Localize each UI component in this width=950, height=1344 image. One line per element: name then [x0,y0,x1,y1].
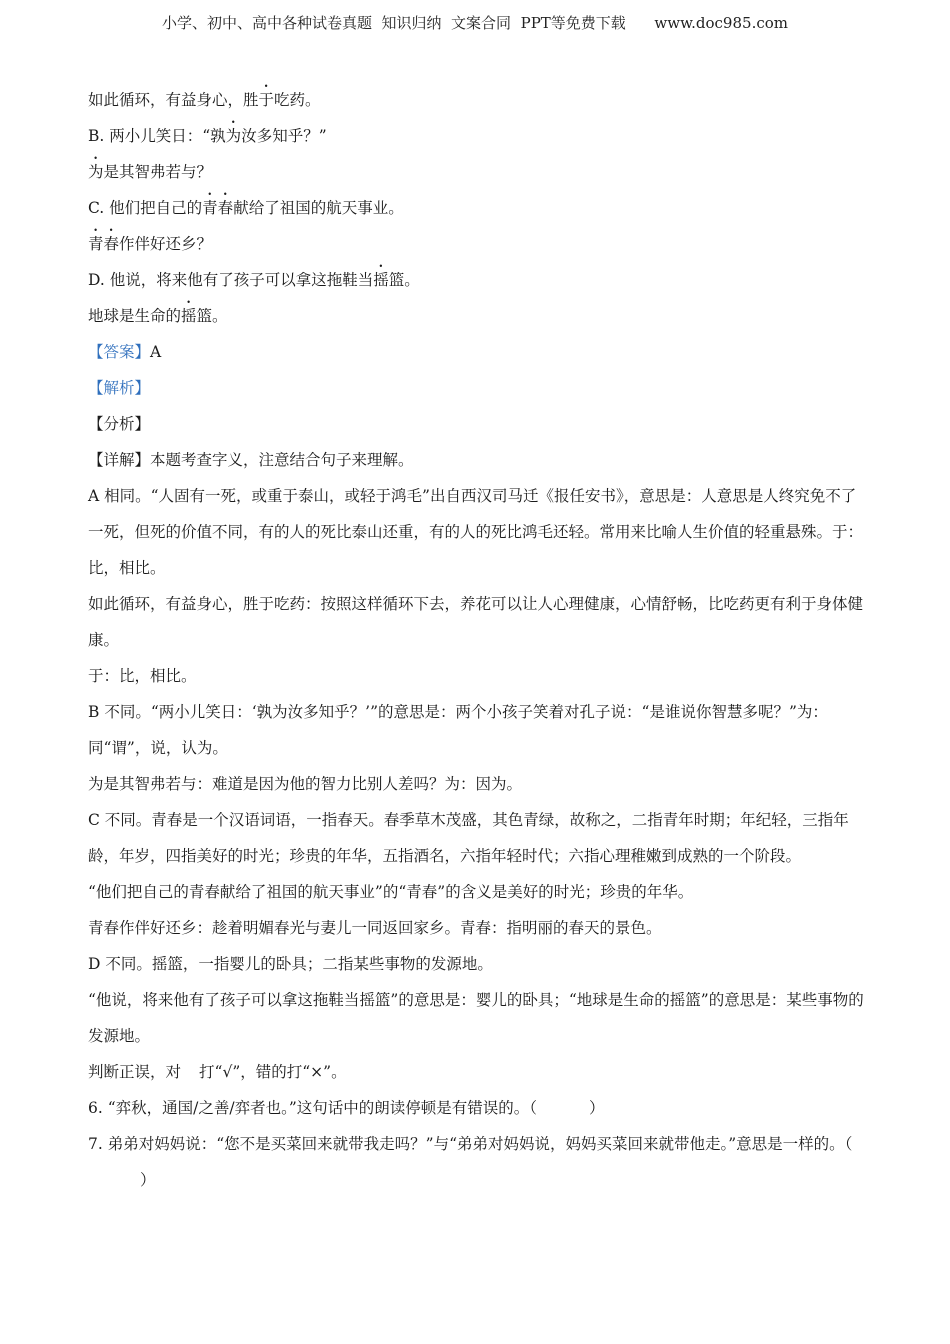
text-segment: B. 两小儿笑日：“孰 [88,127,226,145]
detail-paragraph-a-example: 如此循环，有益身心，胜于吃药：按照这样循环下去，养花可以让人心理健康，心情舒畅，比吃药更有利于身体健康。 [88,595,864,649]
analysis-heading [88,370,868,406]
document-body [88,82,868,1198]
emphasized-char: 摇 [181,307,197,325]
option-d-line1 [88,262,868,298]
text-segment: 是其智弗若与？ [103,163,213,181]
option-a-line2 [88,82,868,118]
analysis-label: 【解析】 [88,379,151,397]
text-segment: 地球是生命的 [88,307,182,325]
text-segment: 作伴好还乡？ [119,235,213,253]
question-6 [88,1090,868,1126]
detail-paragraph-a: A 相同。“人固有一死，或重于泰山，或轻于鸿毛”出自西汉司马迁《报任安书》，意思是：人意思是人终究免不了一死，但死的价值不同，有的人的死比泰山还重，有的人的死比鸿毛还轻。常用来比喻人生价值的轻重悬殊。于：比，相比。 [88,487,864,577]
answer-label: 【答案】 [88,343,151,361]
detail-paragraph-b-example: 为是其智弗若与：难道是因为他的智力比别人差吗？为：因为。 [88,775,523,793]
paren-close: ） [140,1171,156,1189]
option-b-line1 [88,118,868,154]
emphasized-char: 为 [88,163,104,181]
option-c-line2 [88,226,868,262]
option-b-line2 [88,154,868,190]
detail-paragraph-c-example1: “他们把自己的青春献给了祖国的航天事业”的“青春”的含义是美好的时光；珍贵的年华。 [88,883,694,901]
question-text: 7. 弟弟对妈妈说：“您不是买菜回来就带我走吗？”与“弟弟对妈妈说，妈妈买菜回来就带他走。”意思是一样的。（ [88,1135,853,1153]
fenxi-label: 【分析】 [88,415,151,433]
text-segment: 判断正误，对 [88,1063,182,1081]
text-segment: 献给了祖国的航天事业。 [233,199,404,217]
detail-intro-line [88,442,868,478]
text-segment: D. 他说，将来他有了孩子可以拿这拖鞋当 [88,271,374,289]
answer-line [88,334,868,370]
option-c-line1 [88,190,868,226]
detail-paragraph-d-example: “他说，将来他有了孩子可以拿这拖鞋当摇篮”的意思是：婴儿的卧具；“地球是生命的摇篮”的意思是：某些事物的发源地。 [88,991,864,1045]
emphasized-word: 青春 [88,235,120,253]
text-segment: 吃药。 [274,91,321,109]
question-7 [88,1126,868,1198]
detail-paragraph-a-meaning: 于：比，相比。 [88,667,197,685]
emphasized-char: 于 [258,91,275,109]
emphasized-char: 摇 [373,271,389,289]
answer-value: A [150,343,162,361]
emphasized-word: 青春 [202,199,234,217]
paren-close: ） [589,1099,605,1117]
fenxi-heading [88,406,868,442]
text-segment: 篮。 [388,271,420,289]
text-segment: 汝多知乎？” [241,127,327,145]
text-segment: 如此循环，有益身心，胜 [88,91,259,109]
detail-paragraph-c-example2: 青春作伴好还乡：趁着明媚春光与妻儿一同返回家乡。青春：指明丽的春天的景色。 [88,919,662,937]
detail-intro: 本题考查字义，注意结合句子来理解。 [150,451,414,469]
text-segment: 篮。 [196,307,228,325]
detail-paragraph-d: D 不同。摇篮，一指婴儿的卧具；二指某些事物的发源地。 [88,955,493,973]
detail-paragraph-b: B 不同。“两小儿笑日：‘孰为汝多知乎？’”的意思是：两个小孩子笑着对孔子说：“是谁说你智慧多呢？”为：同“谓”，说，认为。 [88,703,828,757]
text-segment: C. 他们把自己的 [88,199,203,217]
page-header-banner: 小学、初中、高中各种试卷真题 知识归纳 文案合同 PPT等免费下载 www.doc985.com [161,14,788,32]
option-d-line2 [88,298,868,334]
detail-paragraph-c: C 不同。青春是一个汉语词语，一指春天。春季草木茂盛，其色青绿，故称之，二指青年时期；年纪轻，三指年龄，年岁，四指美好的时光；珍贵的年华，五指酒名，六指年轻时代；六指心理稚嫩到成熟的一个阶段。 [88,811,849,865]
detail-label: 【详解】 [88,451,151,469]
question-text: 6. “弈秋，通国/之善/弈者也。”这句话中的朗读停顿是有错误的。（ [88,1099,538,1117]
judge-instruction [88,1054,868,1090]
emphasized-char: 为 [225,127,242,145]
text-segment: 打“√”，错的打“×”。 [199,1063,347,1081]
